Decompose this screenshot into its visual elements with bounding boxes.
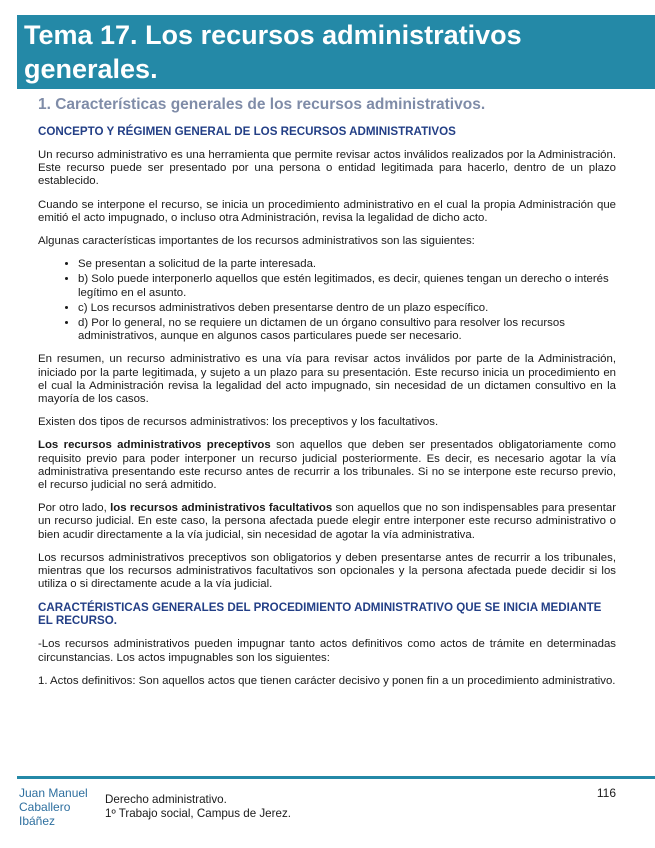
paragraph-actos-definitivos: 1. Actos definitivos: Son aquellos actos que tienen carácter decisivo y ponen fin a un procedimiento administrativo. [38,674,616,687]
paragraph-characteristics-intro: Algunas características importantes de los recursos administrativos son las siguientes: [38,235,475,248]
footer-campus: 1º Trabajo social, Campus de Jerez. [105,807,291,820]
document-body [38,96,616,698]
paragraph-facultativos-lead: Por otro lado, [38,502,111,515]
footer-course: Derecho administrativo. [105,793,227,806]
term-preceptivos: Los recursos administrativos preceptivos [38,439,271,452]
paragraph-definition: Un recurso administrativo es una herramienta que permite revisar actos inválidos realizados por la Administración. Este recurso puede ser presentado por una persona o entidad legitimada para hacerlo, dentro de un plazo establecido. [38,149,616,188]
footer-course-info [105,793,291,821]
page-number: 116 [596,786,616,800]
paragraph-procedure: Cuando se interpone el recurso, se inicia un procedimiento administrativo en el cual la propia Administración que emitió el acto impugnado, o incluso otra Administración, revisa la legalidad de dicho acto. [38,198,616,224]
page-title-line-2: generales. [24,54,158,84]
subheading-concepto: CONCEPTO Y RÉGIMEN GENERAL DE LOS RECURSOS ADMINISTRATIVOS [38,125,456,138]
paragraph-facultativos [38,502,616,542]
section-title: 1. Características generales de los recursos administrativos. [38,96,486,113]
footer-divider [17,776,655,779]
subheading-procedimiento: CARACTÉRISTICAS GENERALES DEL PROCEDIMIENTO ADMINISTRATIVO QUE SE INICIA MEDIANTE EL RECURSO. [38,601,602,628]
page-title [24,18,644,86]
author-name [19,786,109,828]
author-line: Ibáñez [19,814,56,828]
author-line: Caballero [19,800,71,814]
paragraph-summary: En resumen, un recurso administrativo es una vía para revisar actos inválidos por parte de la Administración, iniciado por la parte legitimada, y sujeto a un plazo para su presentación. Este recurso inicia un procedimiento en el cual la Administración revisa la legalidad del acto impugnado, sin necesidad de un dictamen consultivo en la mayoría de los casos. [38,353,616,406]
paragraph-preceptivos-text: son aquellos que deben ser presentados obligatoriamente como requisito previo para poder interponer un recurso judicial posteriormente. Es decir, es necesario agotar la vía administrativa presentando este recurso antes de recurrir a los tribunales. Si no se interpone este recurso previo, el recurso judicial no será admitido. [38,439,616,492]
paragraph-preceptivos [38,439,616,492]
paragraph-comparison: Los recursos administrativos preceptivos son obligatorios y deben presentarse antes de recurrir a los tribunales, mientras que los recursos administrativos facultativos son opcionales y la persona afectada puede decidir si los utiliza o si directamente acude a la vía judicial. [38,551,616,591]
list-item: • b) Solo puede interponerlo aquellos que estén legitimados, es decir, quienes tengan un derecho o interés legítimo en el asunto. [78,273,616,299]
page-title-line-1: Tema 17. Los recursos administrativos [24,20,522,50]
list-item: • Se presentan a solicitud de la parte interesada. [78,258,616,271]
list-item: • d) Por lo general, no se requiere un dictamen de un órgano consultivo para resolver los recursos administrativos, aunque en algunos casos particulares puede ser necesario. [78,317,616,343]
author-line: Juan Manuel [19,786,88,800]
list-item: • c) Los recursos administrativos deben presentarse dentro de un plazo específico. [78,302,616,315]
paragraph-types: Existen dos tipos de recursos administrativos: los preceptivos y los facultativos. [38,416,439,429]
paragraph-impugnables: -Los recursos administrativos pueden impugnar tanto actos definitivos como actos de trámite en determinadas circunstancias. Los actos impugnables son los siguientes: [38,638,616,664]
paragraph-facultativos-text: son aquellos que no son indispensables para presentar un recurso judicial. En este caso, la persona afectada puede elegir entre interponer este recurso administrativo o bien acudir directamente a la vía judicial, sin necesidad de agotar la vía administrativa. [38,502,616,541]
characteristics-list [38,258,616,343]
term-facultativos: los recursos administrativos facultativos [110,502,333,515]
